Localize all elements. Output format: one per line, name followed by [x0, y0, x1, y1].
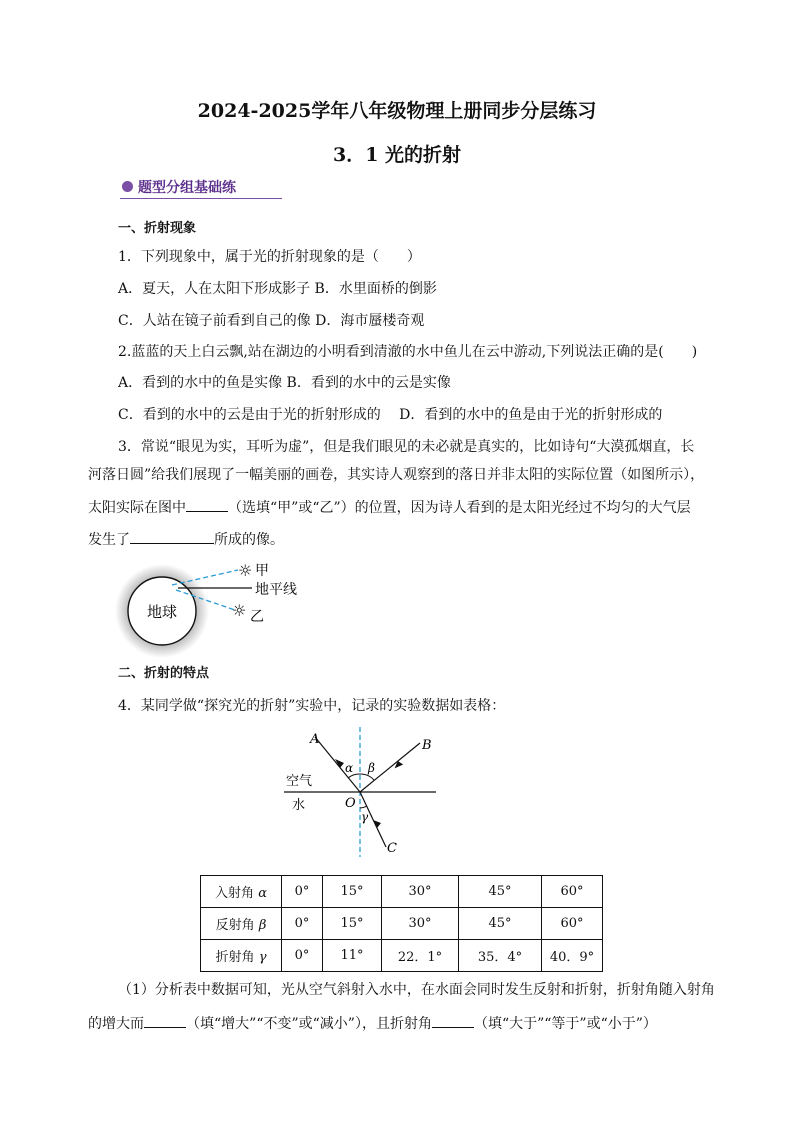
- q1-stem: 1．下列现象中，属于光的折射现象的是（ ）: [118, 249, 421, 265]
- q3-line3: [88, 496, 691, 518]
- row-header: [201, 908, 282, 940]
- jia-label: 甲: [255, 563, 269, 579]
- table-row: [201, 940, 603, 972]
- table-row: [201, 876, 603, 908]
- arrow-icon: [373, 820, 381, 828]
- document-title: 2024-2025学年八年级物理上册同步分层练习: [197, 100, 597, 122]
- water-label: 水: [292, 798, 306, 813]
- earth-horizon-figure: [110, 555, 310, 660]
- q4-sub1-line2-b: （填“增大”“不变”或“减小”），且折射角: [186, 1016, 432, 1032]
- table-cell: 35．4°: [459, 940, 542, 972]
- table-cell: 40．9°: [542, 940, 603, 972]
- q3-line4: [88, 528, 284, 550]
- section1-heading: 一、折射现象: [118, 221, 197, 236]
- table-cell: 22．1°: [382, 940, 459, 972]
- table-cell: 60°: [542, 876, 603, 908]
- q3-line4-a: 发生了: [88, 532, 130, 548]
- air-label: 空气: [286, 774, 313, 789]
- q1-options-ab: A．夏天，人在太阳下形成影子 B．水里面桥的倒影: [118, 281, 437, 297]
- q3-line2: 河落日圆”给我们展现了一幅美丽的画卷，其实诗人观察到的落日并非太阳的实际位置（如图所示），: [88, 467, 705, 483]
- row-symbol: γ: [258, 950, 267, 965]
- table-cell: 30°: [382, 908, 459, 940]
- section2-heading: 二、折射的特点: [118, 666, 210, 681]
- table-cell: 0°: [282, 908, 323, 940]
- q3-line3-a: 太阳实际在图中: [88, 500, 186, 516]
- row-symbol: β: [258, 918, 267, 933]
- table-cell: 0°: [282, 940, 323, 972]
- arrow-icon: [394, 760, 404, 768]
- q4-sub1-line2-a: 的增大而: [88, 1016, 144, 1032]
- table-cell: 45°: [459, 876, 542, 908]
- table-cell: 45°: [459, 908, 542, 940]
- table-cell: 30°: [382, 876, 459, 908]
- angle-data-table: [200, 875, 603, 972]
- q4-sub1-line1: （1）分析表中数据可知，光从空气斜射入水中，在水面会同时发生反射和折射，折射角随入射角: [118, 982, 715, 998]
- q2-options-cd: C．看到的水中的云是由于光的折射形成的 D．看到的水中的鱼是由于光的折射形成的: [118, 407, 663, 423]
- q1-options-cd: C．人站在镜子前看到自己的像 D．海市蜃楼奇观: [118, 313, 425, 329]
- bullet-icon: [122, 181, 133, 192]
- sun-icon: ☼: [232, 601, 247, 620]
- row-label: 折射角: [215, 950, 255, 965]
- gamma-label: γ: [361, 810, 369, 824]
- horizon-label: 地平线: [255, 582, 297, 598]
- q4-sub1-line2-c: （填“大于”“等于”或“小于”）: [473, 1016, 657, 1032]
- table-row: [201, 908, 603, 940]
- q3-line3-b: （选填“甲”或“乙”）的位置，因为诗人看到的是太阳光经过不均匀的大气层: [228, 500, 691, 516]
- section-title: 3．1 光的折射: [332, 144, 462, 166]
- point-o-label: O: [345, 796, 356, 811]
- row-symbol: α: [258, 886, 267, 901]
- q3-line4-b: 所成的像。: [214, 532, 284, 548]
- row-label: 入射角: [215, 886, 255, 901]
- table-cell: 15°: [323, 908, 382, 940]
- table-cell: 15°: [323, 876, 382, 908]
- angle-arc-gamma: [360, 806, 367, 808]
- beta-label: β: [368, 761, 375, 775]
- q4-stem: 4．某同学做“探究光的折射”实验中，记录的实验数据如表格：: [118, 698, 506, 714]
- incident-ray: [315, 737, 360, 792]
- q4-answer-blank-2[interactable]: [432, 1012, 474, 1028]
- table-cell: 0°: [282, 876, 323, 908]
- point-c-label: C: [387, 841, 397, 856]
- row-header: [201, 940, 282, 972]
- table-cell: 60°: [542, 908, 603, 940]
- point-a-label: A: [310, 732, 320, 747]
- row-header: [201, 876, 282, 908]
- q3-line1: 3．常说“眼见为实，耳听为虚”，但是我们眼见的未必就是真实的，比如诗句“大漠孤烟直，长: [118, 439, 695, 455]
- earth-label: 地球: [146, 603, 178, 621]
- section-badge: [120, 176, 282, 199]
- point-b-label: B: [422, 738, 432, 753]
- sun-icon: ☼: [238, 561, 253, 580]
- table-cell: 11°: [323, 940, 382, 972]
- q2-stem: 2.蓝蓝的天上白云飘,站在湖边的小明看到清澈的水中鱼儿在云中游动,下列说法正确的是( ): [118, 344, 698, 360]
- row-label: 反射角: [215, 918, 255, 933]
- section-badge-label: 题型分组基础练: [138, 180, 236, 196]
- q4-answer-blank-1[interactable]: [144, 1012, 186, 1028]
- yi-label: 乙: [250, 609, 264, 625]
- refraction-diagram: [250, 725, 450, 860]
- q3-answer-blank-1[interactable]: [186, 496, 228, 512]
- q4-sub1-line2: [88, 1012, 657, 1034]
- q3-answer-blank-2[interactable]: [130, 528, 214, 544]
- q2-options-ab: A．看到的水中的鱼是实像 B．看到的水中的云是实像: [118, 375, 451, 391]
- alpha-label: α: [345, 761, 354, 775]
